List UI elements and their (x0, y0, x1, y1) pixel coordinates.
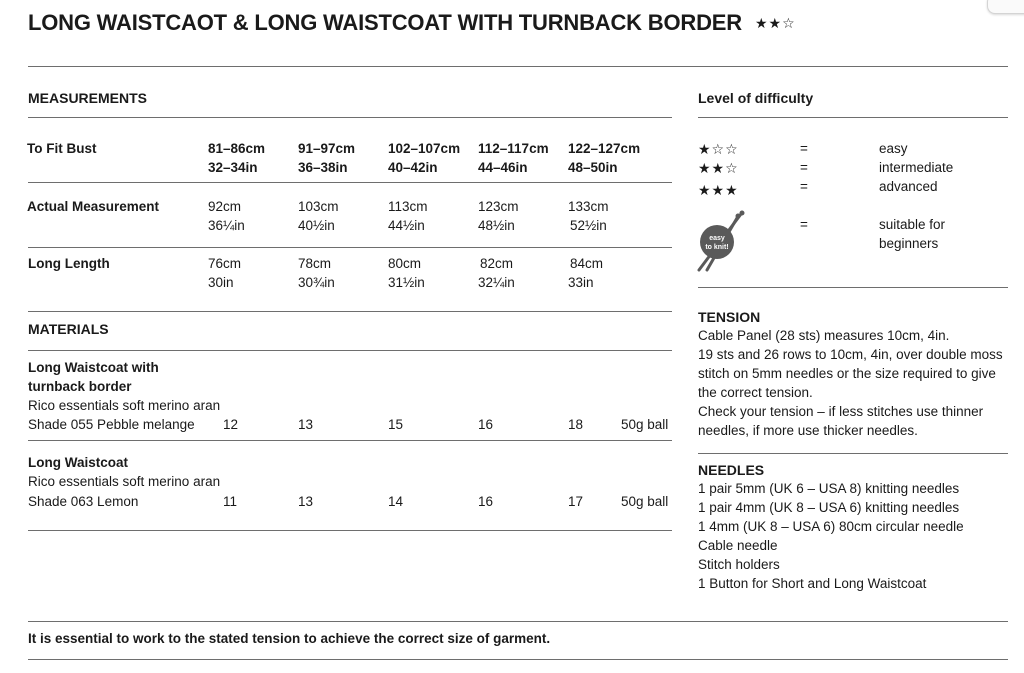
ball-count: 16 (478, 417, 494, 432)
material-name: Long Waistcoat with (28, 360, 159, 375)
beginners-label: beginners (879, 236, 939, 251)
material-shade: Shade 063 Lemon (28, 494, 139, 509)
easy-to-knit-badge-icon (697, 210, 747, 272)
ball-count: 18 (568, 417, 584, 432)
actual-in: 44½in (388, 218, 425, 233)
measurements-heading: MEASUREMENTS (28, 90, 148, 106)
actual-in: 52½in (570, 218, 607, 233)
actual-cm: 123cm (478, 199, 519, 214)
equals-sign: = (800, 160, 808, 175)
title-divider (28, 66, 1008, 67)
row-divider (28, 182, 672, 183)
tension-line: the correct tension. (698, 385, 813, 400)
needles-line: 1 pair 5mm (UK 6 – USA 8) knitting needles (698, 481, 960, 496)
ball-count: 14 (388, 494, 404, 509)
equals-sign: = (800, 141, 808, 156)
beginners-label: suitable for (879, 217, 946, 232)
svg-text:to knit!: to knit! (705, 244, 729, 251)
ball-unit: 50g ball (621, 417, 669, 432)
material-yarn: Rico essentials soft merino aran (28, 474, 221, 489)
material-name: turnback border (28, 379, 132, 394)
needles-line: Stitch holders (698, 557, 780, 572)
footer-top-divider (28, 621, 1008, 622)
bust-in: 48–50in (568, 160, 618, 175)
actual-cm: 113cm (388, 199, 428, 214)
actual-label: Actual Measurement (27, 199, 160, 214)
tension-divider (698, 453, 1008, 454)
needles-line: 1 Button for Short and Long Waistcoat (698, 576, 927, 591)
length-in: 30¾in (298, 275, 335, 290)
tension-line: needles, if more use thicker needles. (698, 423, 918, 438)
actual-cm: 103cm (298, 199, 339, 214)
material-yarn: Rico essentials soft merino aran (28, 398, 221, 413)
knitting-needles-icon (697, 210, 747, 272)
length-cm: 84cm (570, 256, 604, 271)
needles-line: 1 4mm (UK 8 – USA 6) 80cm circular needle (698, 519, 964, 534)
bust-cm: 81–86cm (208, 141, 266, 156)
level-label: advanced (879, 179, 938, 194)
ball-unit: 50g ball (621, 494, 669, 509)
measurements-divider (28, 117, 672, 118)
actual-in: 36¼in (208, 218, 245, 233)
footer-bottom-divider (28, 659, 1008, 660)
needles-line: 1 pair 4mm (UK 8 – USA 6) knitting needles (698, 500, 960, 515)
length-in: 32¼in (478, 275, 515, 290)
actual-in: 48½in (478, 218, 515, 233)
tension-line: Check your tension – if less stitches use thinner (698, 404, 984, 419)
needles-line: Cable needle (698, 538, 778, 553)
bust-in: 36–38in (298, 160, 348, 175)
page-title: LONG WAISTCAOT & LONG WAISTCOAT WITH TURNBACK BORDER (28, 10, 742, 35)
row-divider (28, 247, 672, 248)
svg-text:easy: easy (709, 235, 725, 242)
bust-cm: 122–127cm (568, 141, 641, 156)
equals-sign: = (800, 179, 808, 194)
actual-cm: 133cm (568, 199, 609, 214)
length-cm: 80cm (388, 256, 422, 271)
bust-cm: 102–107cm (388, 141, 461, 156)
actual-in: 40½in (298, 218, 335, 233)
stars-advanced: ★★★ (698, 182, 739, 198)
window-corner (987, 0, 1024, 14)
length-label: Long Length (28, 256, 110, 271)
length-in: 30in (208, 275, 234, 290)
difficulty-heading: Level of difficulty (698, 90, 814, 106)
bust-in: 44–46in (478, 160, 528, 175)
ball-count: 11 (223, 494, 238, 509)
stars-intermediate: ★★☆ (698, 160, 739, 176)
tension-line: 19 sts and 26 rows to 10cm, 4in, over double moss (698, 347, 1003, 362)
row-divider (28, 311, 672, 312)
equals-sign: = (800, 217, 808, 232)
ball-count: 13 (298, 494, 314, 509)
bust-in: 40–42in (388, 160, 438, 175)
materials-heading: MATERIALS (28, 321, 109, 337)
tension-line: stitch on 5mm needles or the size required to give (698, 366, 996, 381)
length-cm: 82cm (480, 256, 514, 271)
ball-count: 12 (223, 417, 239, 432)
material-name: Long Waistcoat (28, 455, 128, 470)
row-divider (28, 530, 672, 531)
bust-in: 32–34in (208, 160, 258, 175)
stars-easy: ★☆☆ (698, 141, 739, 157)
material-shade: Shade 055 Pebble melange (28, 417, 195, 432)
ball-count: 17 (568, 494, 584, 509)
needles-heading: NEEDLES (698, 462, 765, 478)
tension-note: It is essential to work to the stated tension to achieve the correct size of garment. (28, 631, 551, 646)
length-in: 31½in (388, 275, 425, 290)
length-cm: 76cm (208, 256, 242, 271)
row-divider (28, 440, 672, 441)
bust-cm: 112–117cm (478, 141, 549, 156)
bust-label: To Fit Bust (27, 141, 97, 156)
difficulty-divider (698, 117, 1008, 118)
difficulty-bottom-divider (698, 287, 1008, 288)
ball-count: 13 (298, 417, 314, 432)
actual-cm: 92cm (208, 199, 242, 214)
materials-divider (28, 350, 672, 351)
tension-line: Cable Panel (28 sts) measures 10cm, 4in. (698, 328, 950, 343)
ball-count: 15 (388, 417, 404, 432)
length-cm: 78cm (298, 256, 332, 271)
ball-count: 16 (478, 494, 494, 509)
length-in: 33in (568, 275, 594, 290)
tension-heading: TENSION (698, 309, 761, 325)
level-label: easy (879, 141, 908, 156)
level-label: intermediate (879, 160, 954, 175)
bust-cm: 91–97cm (298, 141, 356, 156)
title-difficulty-stars: ★★☆ (755, 15, 796, 31)
